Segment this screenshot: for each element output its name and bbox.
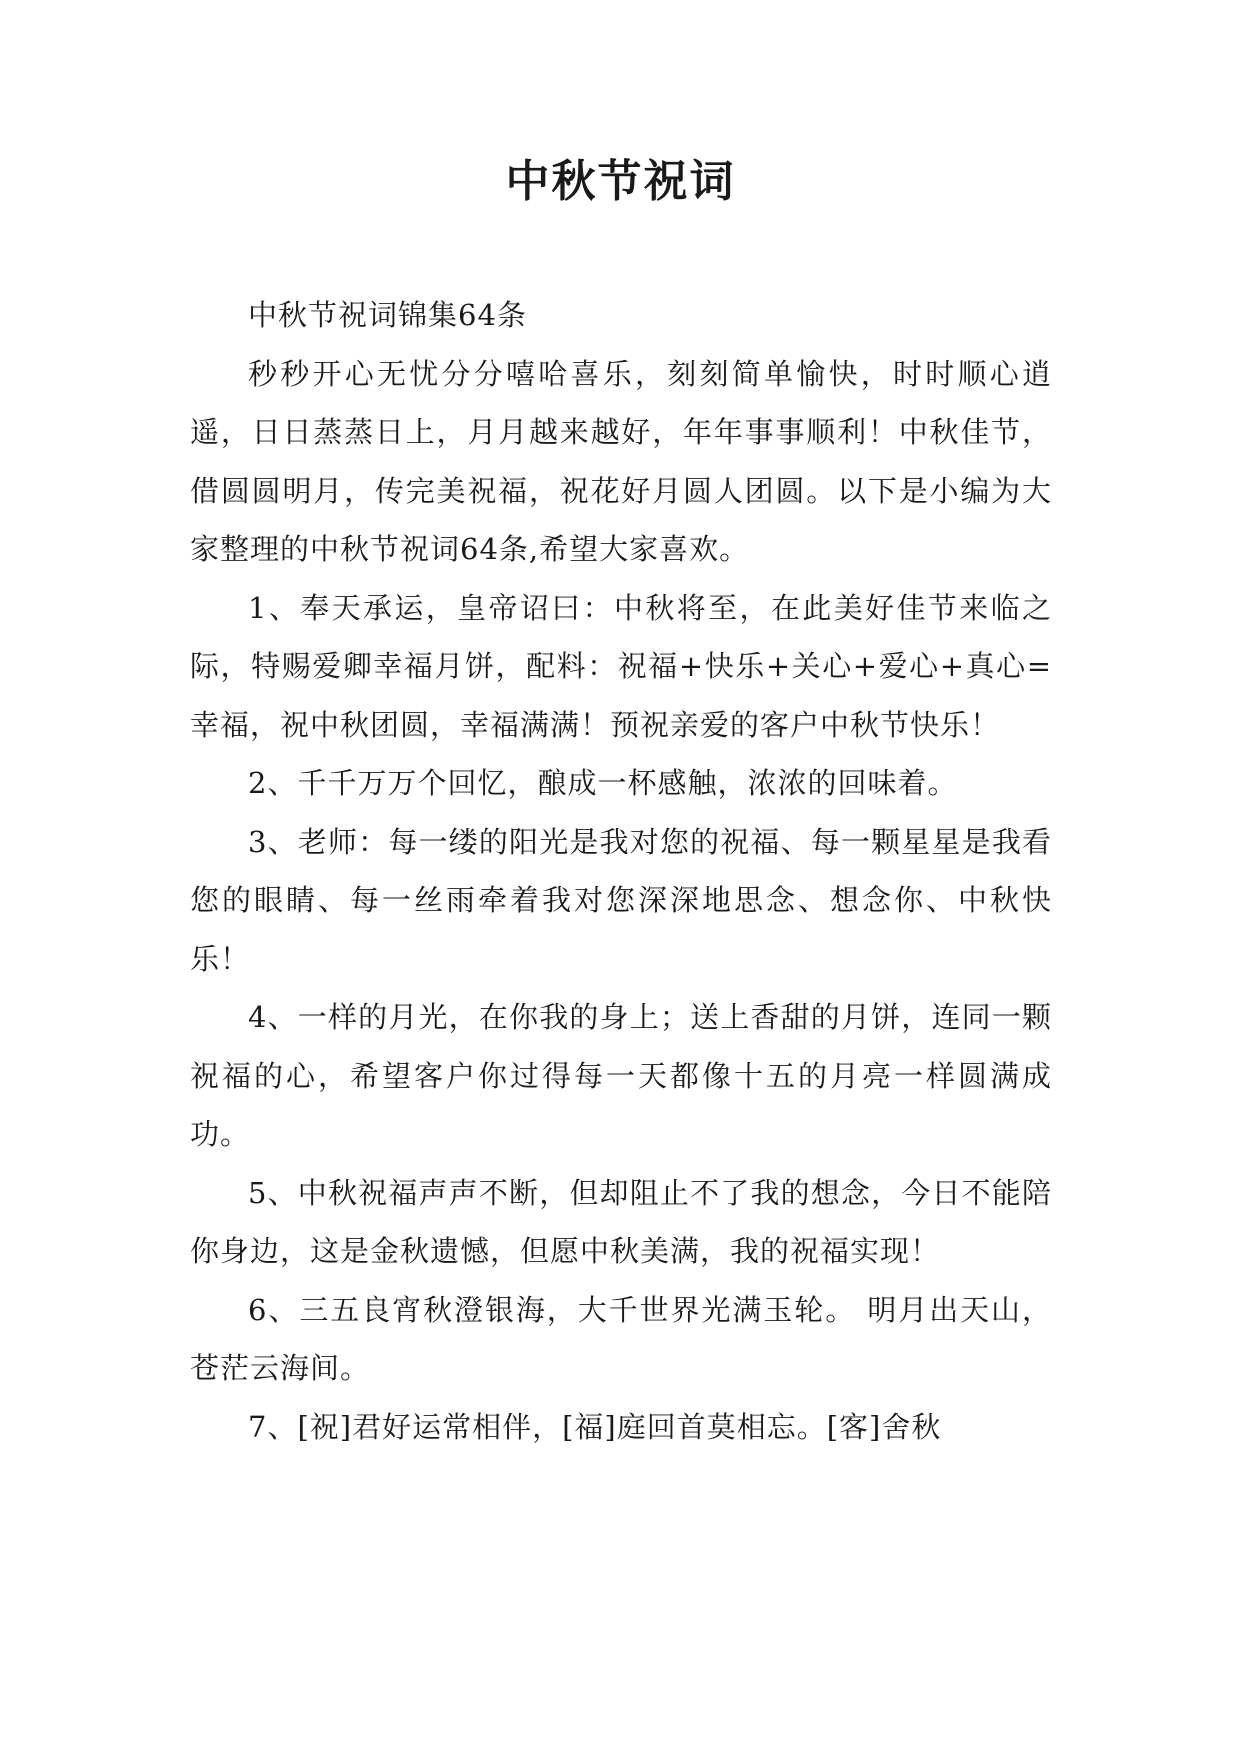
item-paragraph-2: 2、千千万万个回忆，酿成一杯感触，浓浓的回味着。 [248, 766, 958, 800]
document-title: 中秋节祝词 [505, 156, 736, 207]
intro-paragraph: 秒秒开心无忧分分嘻哈喜乐，刻刻简单愉快，时时顺心逍遥，日日蒸蒸日上，月月越来越好，年年事事顺利！中秋佳节，借圆圆明月，传完美祝福，祝花好月圆人团圆。以下是小编为大家整理的中秋节祝词64条,希望大家喜欢。 [190, 356, 1052, 566]
item-paragraph-1: 1、奉天承运，皇帝诏曰：中秋将至，在此美好佳节来临之际，特赐爱卿幸福月饼，配料：祝福+快乐+关心+爱心+真心=幸福，祝中秋团圆，幸福满满！预祝亲爱的客户中秋节快乐！ [190, 590, 1052, 742]
item-paragraph-3: 3、老师：每一缕的阳光是我对您的祝福、每一颗星星是我看您的眼睛、每一丝雨牵着我对您深深地思念、想念你、中秋快乐！ [190, 824, 1052, 976]
item-paragraph-4: 4、一样的月光，在你我的身上；送上香甜的月饼，连同一颗祝福的心，希望客户你过得每一天都像十五的月亮一样圆满成功。 [190, 1000, 1052, 1151]
subtitle-paragraph: 中秋节祝词锦集64条 [248, 298, 527, 332]
item-paragraph-6: 6、三五良宵秋澄银海，大千世界光满玉轮。 明月出天山，苍茫云海间。 [190, 1292, 1052, 1385]
document-body [190, 286, 1052, 1456]
item-paragraph-5: 5、中秋祝福声声不断，但却阻止不了我的想念，今日不能陪你身边，这是金秋遗憾，但愿中秋美满，我的祝福实现！ [190, 1175, 1052, 1268]
item-paragraph-7: 7、[祝]君好运常相伴，[福]庭回首莫相忘。[客]舍秋 [248, 1409, 942, 1444]
